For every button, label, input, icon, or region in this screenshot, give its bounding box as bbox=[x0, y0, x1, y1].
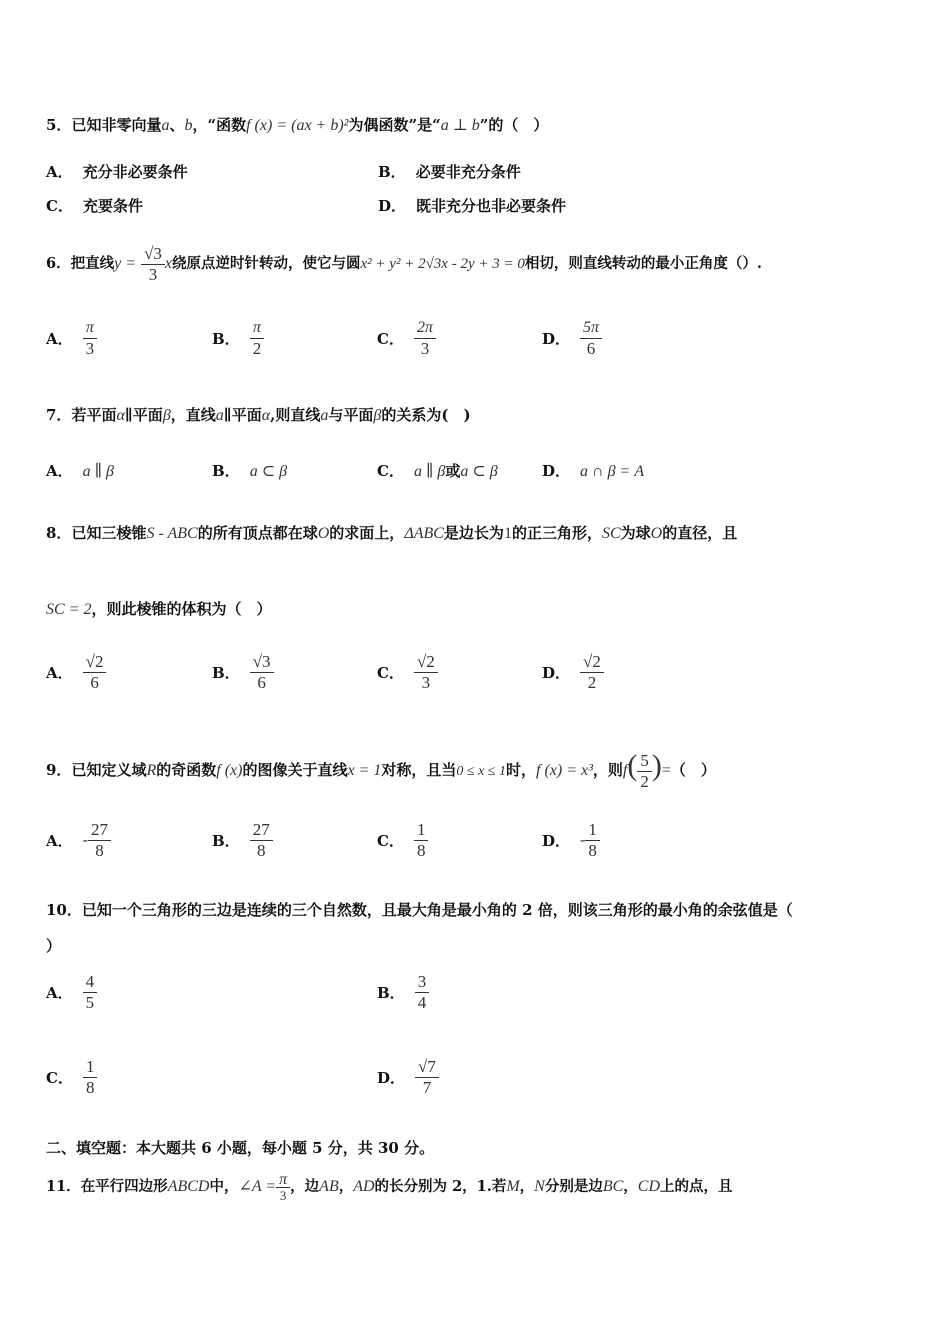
q10-option-d[interactable]: D． $\frac{√7}{7}$ bbox=[377, 1057, 439, 1098]
fraction: $\frac{√3}{3}$ bbox=[141, 244, 165, 285]
question-number: 5． bbox=[46, 116, 72, 134]
question-8-stem: 8．已知三棱锥S - ABC的所有顶点都在球O的求面上，ΔABC是边长为1的正三角形，SC为球O的直径，且 bbox=[46, 524, 738, 542]
q5-option-b[interactable]: B． 必要非充分条件 bbox=[378, 163, 521, 181]
q7-option-c[interactable]: C． a ∥ β或a ⊂ β bbox=[377, 462, 498, 480]
circle-equation: x² + y² + 2√3x - 2y + 3 = 0 bbox=[360, 256, 525, 272]
q9-option-a[interactable]: A． - $\frac{27}{8}$ bbox=[46, 820, 111, 861]
q9-option-c[interactable]: C． $\frac{1}{8}$ bbox=[377, 820, 428, 861]
question-10-stem-cont: ） bbox=[46, 937, 62, 955]
question-6-stem: 6．把直线y = $\frac{√3}{3}$ x绕原点逆时针转动，使它与圆x² + y² + 2√3x - 2y + 3 = 0相切，则直线转动的最小正角度（）. bbox=[46, 243, 762, 284]
q9-option-b[interactable]: B． $\frac{27}{8}$ bbox=[212, 820, 273, 861]
q5-option-c[interactable]: C． 充要条件 bbox=[46, 197, 143, 215]
q8-option-d[interactable]: D． $\frac{√2}{2}$ bbox=[542, 652, 604, 693]
q6-option-a[interactable]: A． $\frac{\pi}{3}$ bbox=[46, 318, 97, 359]
question-8-stem-cont: SC = 2，则此棱锥的体积为（ ） bbox=[46, 600, 272, 618]
function-expression: f (x) = (ax + b)² bbox=[246, 117, 349, 134]
q10-option-a[interactable]: A． $\frac{4}{5}$ bbox=[46, 972, 97, 1013]
q9-option-d[interactable]: D． - $\frac{1}{8}$ bbox=[542, 820, 600, 861]
question-7-stem: 7．若平面α∥平面β，直线a∥平面α,则直线a与平面β的关系为( ) bbox=[46, 406, 471, 424]
question-9-stem: 9．已知定义域R的奇函数f (x)的图像关于直线x = 1对称，且当0 ≤ x ≤ 1时，f (x) = x³，则f( $\frac{5}{2}$ )=（ ） bbox=[46, 749, 716, 791]
q8-option-b[interactable]: B． $\frac{√3}{6}$ bbox=[212, 652, 274, 693]
q7-option-d[interactable]: D． a ∩ β = A bbox=[542, 462, 645, 480]
q5-option-d[interactable]: D． 既非充分也非必要条件 bbox=[378, 197, 567, 215]
q6-option-d[interactable]: D． $\frac{5\pi}{6}$ bbox=[542, 318, 602, 359]
question-10-stem: 10．已知一个三角形的三边是连续的三个自然数，且最大角是最小角的 2 倍，则该三角形的最小角的余弦值是（ bbox=[46, 901, 793, 919]
section-2-heading: 二、填空题：本大题共 6 小题，每小题 5 分，共 30 分。 bbox=[46, 1139, 435, 1157]
q6-option-c[interactable]: C． $\frac{2\pi}{3}$ bbox=[377, 318, 436, 359]
q7-option-b[interactable]: B． a ⊂ β bbox=[212, 462, 288, 480]
q5-option-a[interactable]: A． 充分非必要条件 bbox=[46, 163, 188, 181]
q8-option-a[interactable]: A． $\frac{√2}{6}$ bbox=[46, 652, 106, 693]
question-11-stem: 11．在平行四边形ABCD中，∠A = $\frac{\pi}{3}$ ，边AB，AD的长分别为 2，1.若M，N分别是边BC，CD上的点，且 bbox=[46, 1170, 733, 1203]
q8-option-c[interactable]: C． $\frac{√2}{3}$ bbox=[377, 652, 438, 693]
q6-option-b[interactable]: B． $\frac{\pi}{2}$ bbox=[212, 318, 264, 359]
q7-option-a[interactable]: A． a ∥ β bbox=[46, 462, 114, 480]
question-5-stem: 5．已知非零向量a、b，“函数f (x) = (ax + b)²为偶函数”是“a ⊥ b”的（ ） bbox=[46, 116, 549, 134]
q10-option-c[interactable]: C． $\frac{1}{8}$ bbox=[46, 1057, 97, 1098]
q10-option-b[interactable]: B． $\frac{3}{4}$ bbox=[377, 972, 429, 1013]
